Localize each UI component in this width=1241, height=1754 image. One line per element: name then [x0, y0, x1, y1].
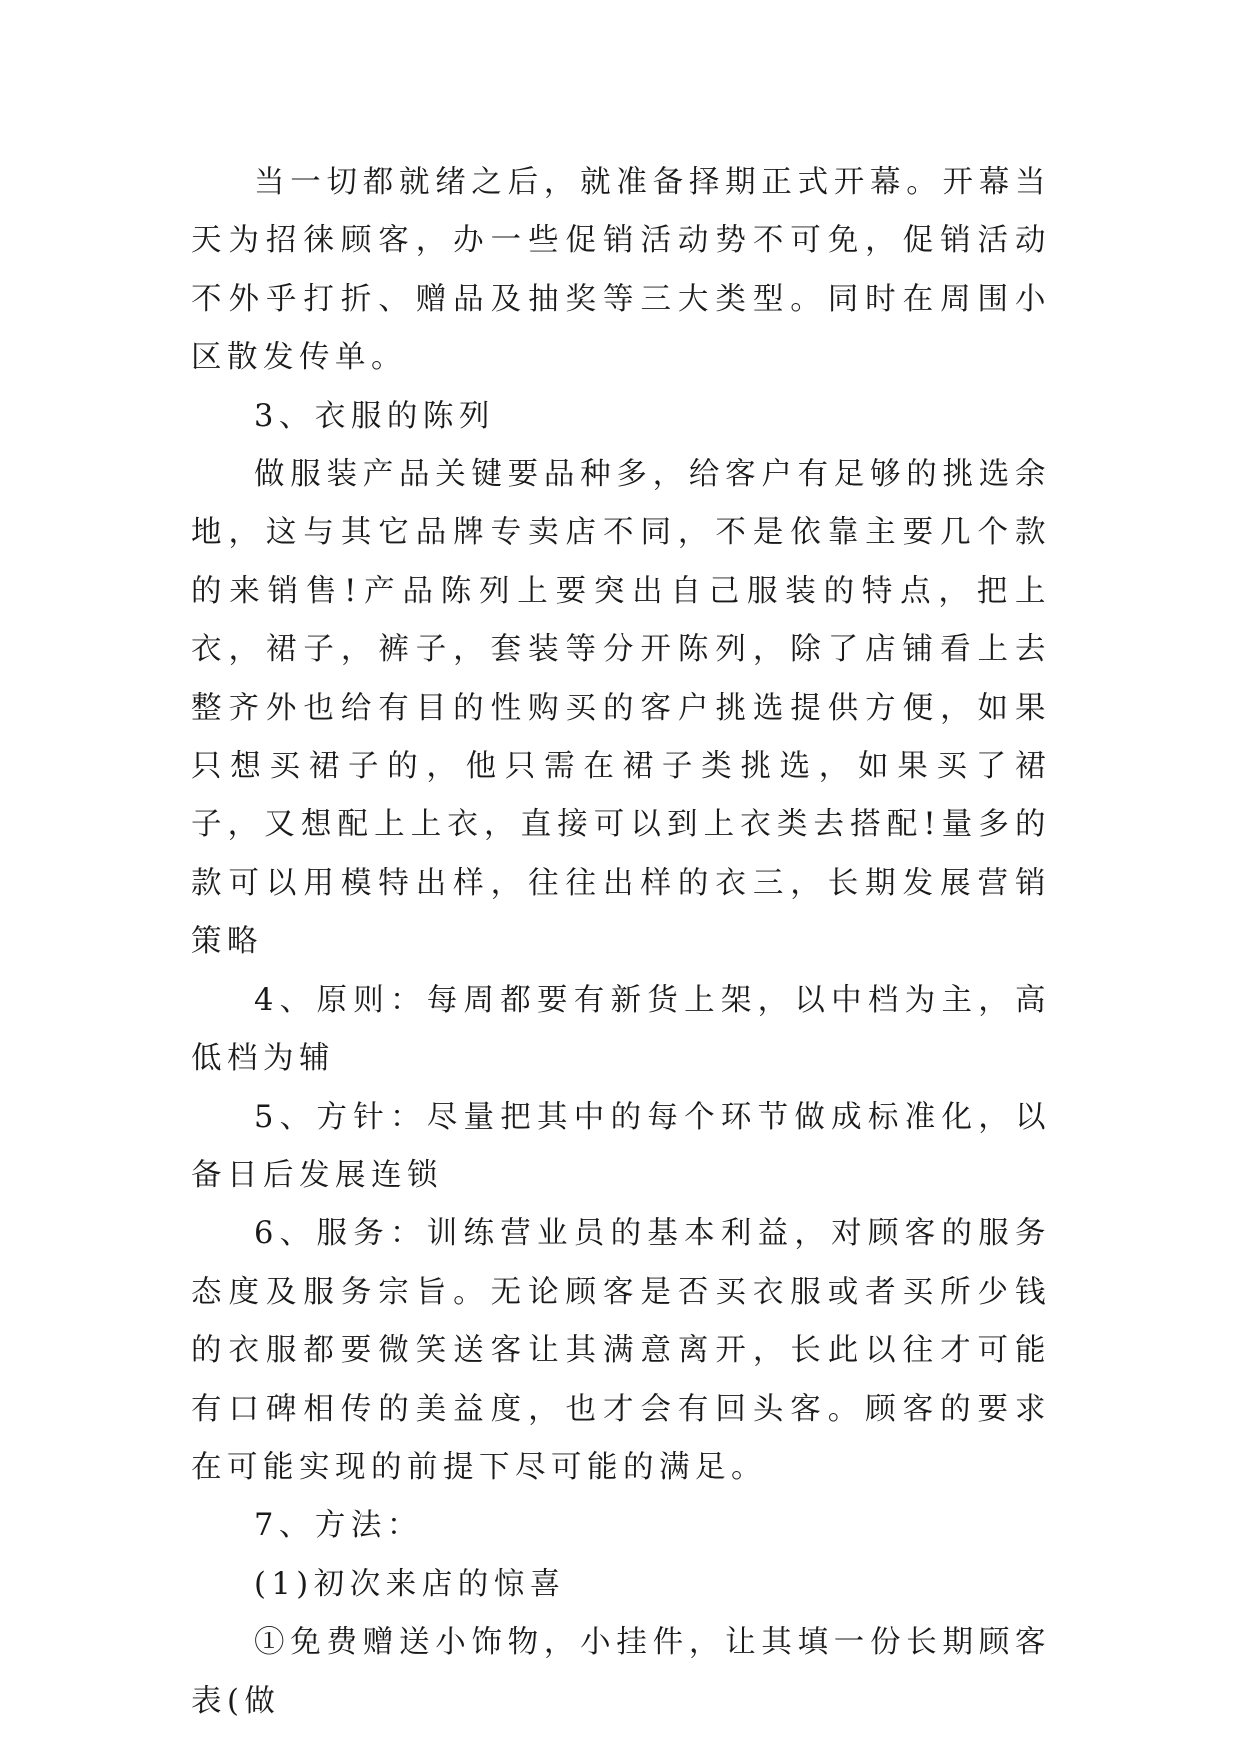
document-body: [191, 154, 1051, 1731]
paragraph-principle: 4、原则：每周都要有新货上架，以中档为主，高低档为辅: [191, 982, 1051, 1077]
list-item-free-gift: ①免费赠送小饰物，小挂件，让其填一份长期顾客表(做: [191, 1625, 1051, 1719]
subheading-first-visit-surprise: (1)初次来店的惊喜: [254, 1566, 566, 1602]
paragraph-service: 6、服务：训练营业员的基本利益，对顾客的服务态度及服务宗旨。无论顾客是否买衣服或者买所少钱的衣服都要微笑送客让其满意离开，长此以往才可能有口碑相传的美益度，也才会有回头客。顾客的要求在可能实现的前提下尽可能的满足。: [191, 1216, 1051, 1485]
paragraph-policy: 5、方针：尽量把其中的每个环节做成标准化，以备日后发展连锁: [191, 1099, 1051, 1193]
paragraph-display-details: 做服装产品关键要品种多，给客户有足够的挑选余地，这与其它品牌专卖店不同，不是依靠主要几个款的来销售!产品陈列上要突出自己服装的特点，把上衣，裙子，裤子，套装等分开陈列，除了店铺看上去整齐外也给有目的性购买的客户挑选提供方便，如果只想买裙子的，他只需在裙子类挑选，如果买了裙子，又想配上上衣，直接可以到上衣类去搭配!量多的款可以用模特出样，往往出样的衣三，长期发展营销策略: [191, 457, 1051, 960]
heading-clothing-display: 3、衣服的陈列: [254, 398, 495, 434]
paragraph-opening-promotion: 当一切都就绪之后，就准备择期正式开幕。开幕当天为招徕顾客，办一些促销活动势不可免，促销活动不外乎打折、赠品及抽奖等三大类型。同时在周围小区散发传单。: [191, 165, 1051, 376]
heading-methods: 7、方法：: [254, 1508, 423, 1544]
